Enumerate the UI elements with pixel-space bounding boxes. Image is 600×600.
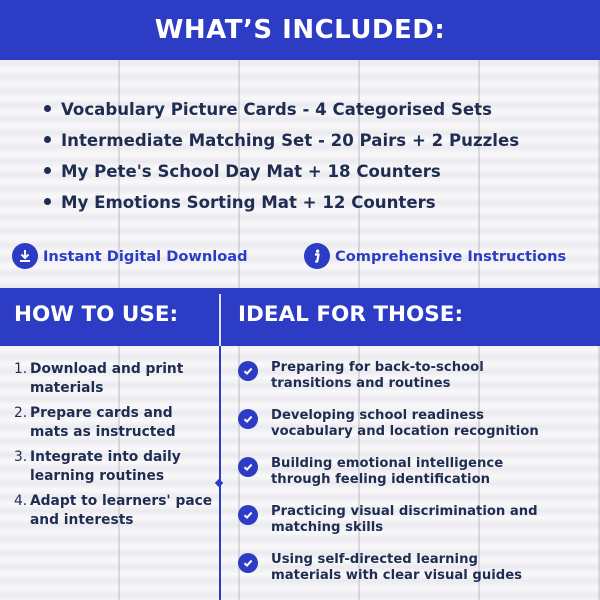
ideal-item-line: Developing school readiness <box>271 408 485 423</box>
ideal-item-line: matching skills <box>271 520 384 535</box>
check-icon <box>238 505 258 525</box>
ideal-item-text <box>271 360 484 392</box>
ideal-item-text <box>271 504 538 536</box>
step-text: Adapt to learners' pace and interests <box>30 493 213 528</box>
ideal-item-line: transitions and routines <box>271 376 451 391</box>
ideal-item-line: through feeling identification <box>271 472 491 487</box>
step-item <box>14 404 214 441</box>
list-item <box>238 408 596 456</box>
ideal-item-line: Using self-directed learning <box>271 552 478 567</box>
list-item <box>44 94 519 125</box>
list-item <box>44 187 519 218</box>
check-icon <box>238 553 258 573</box>
ideal-item-text <box>271 456 503 488</box>
check-icon <box>238 457 258 477</box>
step-text: Integrate into daily learning routines <box>30 449 181 484</box>
check-icon <box>238 409 258 429</box>
step-number: 3. <box>14 449 28 465</box>
list-item <box>44 125 519 156</box>
column-divider <box>219 346 221 600</box>
how-to-use-steps <box>14 360 214 536</box>
step-number: 2. <box>14 405 28 421</box>
page-title: WHAT’S INCLUDED: <box>154 15 446 45</box>
check-icon <box>238 361 258 381</box>
ideal-for-list <box>238 360 596 600</box>
list-item <box>238 504 596 552</box>
ideal-item-text <box>271 408 539 440</box>
download-badge <box>12 242 248 270</box>
how-to-use-title: HOW TO USE: <box>14 302 179 327</box>
info-icon <box>304 243 330 269</box>
instructions-badge <box>304 242 566 270</box>
header-divider <box>219 294 221 346</box>
step-item <box>14 360 214 397</box>
included-item-label: My Emotions Sorting Mat + 12 Counters <box>61 193 436 212</box>
included-item-label: Intermediate Matching Set - 20 Pairs + 2 Puzzles <box>61 131 520 150</box>
bullet-icon <box>44 105 51 112</box>
included-item-label: My Pete's School Day Mat + 18 Counters <box>61 162 441 181</box>
download-label: Instant Digital Download <box>43 247 248 265</box>
instructions-label: Comprehensive Instructions <box>335 247 567 265</box>
download-icon <box>12 243 38 269</box>
bullet-icon <box>44 136 51 143</box>
list-item <box>238 360 596 408</box>
list-item <box>238 456 596 504</box>
bullet-icon <box>44 198 51 205</box>
step-number: 1. <box>14 361 28 377</box>
header-banner <box>0 0 600 60</box>
ideal-item-text <box>271 552 522 584</box>
ideal-item-line: Building emotional intelligence <box>271 456 504 471</box>
ideal-item-line: materials with clear visual guides <box>271 568 522 583</box>
ideal-for-title: IDEAL FOR THOSE: <box>238 302 464 327</box>
ideal-item-line: Practicing visual discrimination and <box>271 504 538 519</box>
step-item <box>14 448 214 485</box>
step-item <box>14 492 214 529</box>
step-number: 4. <box>14 493 28 509</box>
included-list <box>44 94 519 218</box>
list-item <box>44 156 519 187</box>
list-item <box>238 552 596 600</box>
included-item-label: Vocabulary Picture Cards - 4 Categorised Sets <box>61 100 492 119</box>
step-text: Prepare cards and mats as instructed <box>30 405 176 440</box>
ideal-item-line: Preparing for back-to-school <box>271 360 484 375</box>
step-text: Download and print materials <box>30 361 184 396</box>
section-header-bar <box>0 288 600 346</box>
divider-ornament <box>215 479 223 487</box>
bullet-icon <box>44 167 51 174</box>
ideal-item-line: vocabulary and location recognition <box>271 424 539 439</box>
